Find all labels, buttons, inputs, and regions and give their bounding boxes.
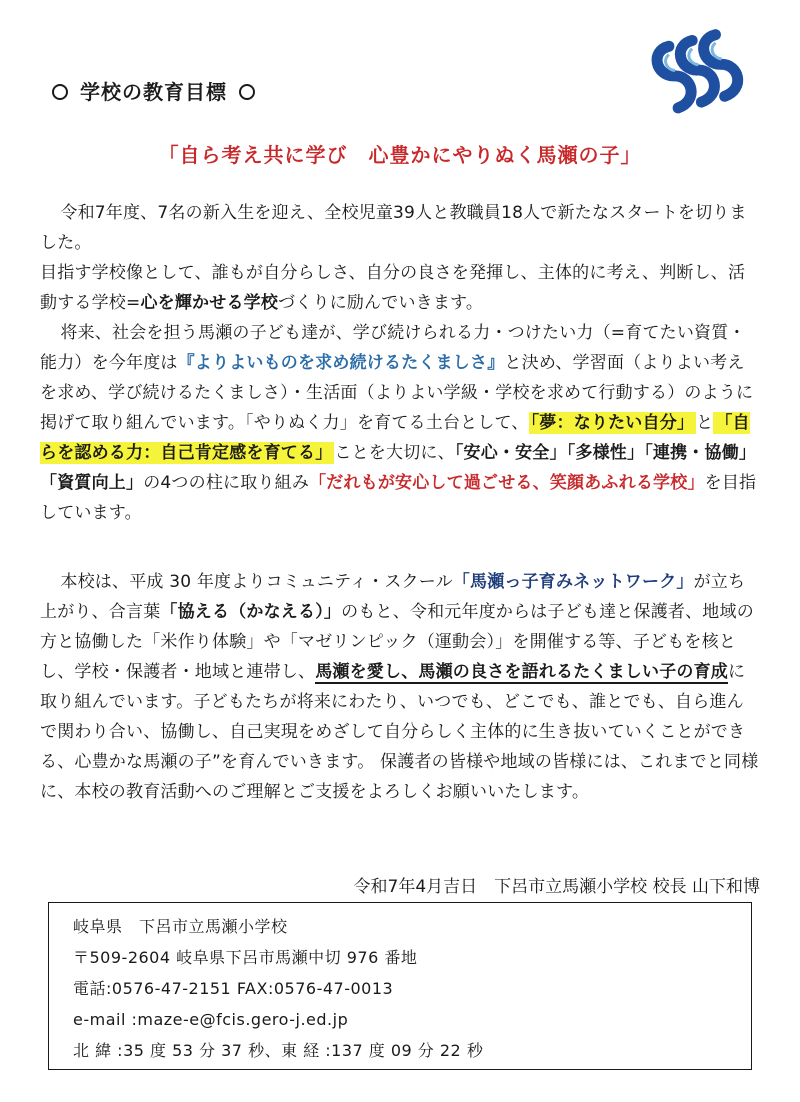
intro-sentence: 令和7年度、7名の新入生を迎え、全校児童39人と教職員18人で新たなスタートを切りました。 bbox=[40, 203, 747, 253]
community-text bbox=[40, 567, 760, 807]
four-pillars: 「安心・安全」「多様性」「連携・協働」「資質向上」 bbox=[40, 443, 757, 493]
circle-icon bbox=[239, 84, 255, 100]
school-email: e-mail :maze-e@fcis.gero-j.ed.jp bbox=[73, 1010, 349, 1029]
section-heading bbox=[40, 76, 267, 105]
heading-title: 学校の教育目標 bbox=[80, 80, 227, 104]
goals-text-5: を目指しています。 bbox=[40, 473, 757, 523]
school-aim: 「だれもが安心して過ごせる、笑顔あふれる学校」 bbox=[309, 473, 705, 493]
school-name: 岐阜県 下呂市立馬瀬小学校 bbox=[73, 917, 288, 936]
school-logo-icon bbox=[648, 22, 748, 122]
conjunction: と bbox=[696, 413, 714, 433]
community-paragraph bbox=[40, 567, 760, 807]
goal-emphasis: 『よりよいものを求め続けるたくましさ』 bbox=[177, 353, 505, 373]
goals-text-2: と決め、学習面（よりよい考えを求め、学び続けるたくましさ）・生活面（よりよい学級・学校を求めて行動する）のように掲げて取り組んでいます。「やりぬく力」を育てる土台として、 bbox=[40, 353, 754, 433]
vision-emphasis: 心を輝かせる学校 bbox=[140, 293, 279, 313]
community-text-2: が立ち上がり、合言葉 bbox=[40, 572, 746, 622]
motto-word: 「協える（かなえる）」 bbox=[160, 602, 342, 622]
closing-signature: 令和7年4月吉日 下呂市立馬瀬小学校 校長 山下和博 bbox=[353, 877, 760, 897]
network-name: 「馬瀬っ子育みネットワーク」 bbox=[452, 572, 694, 592]
school-address: 〒509-2604 岐阜県下呂市馬瀬中切 976 番地 bbox=[73, 948, 418, 967]
circle-icon bbox=[52, 84, 68, 100]
vision-text-end: づくりに励んでいきます。 bbox=[278, 293, 484, 313]
community-text-1: 本校は、平成 30 年度よりコミュニティ・スクール bbox=[60, 572, 453, 592]
school-coordinates: 北 緯 :35 度 53 分 37 秒、東 経 :137 度 09 分 22 秒 bbox=[73, 1041, 484, 1060]
school-info-box bbox=[48, 902, 752, 1070]
community-text-4: に取り組んでいます。子どもたちが将来にわたり、いつでも、どこでも、誰とでも、自ら進んで関わり合い、協働し、自己実現をめざして自分らしく主体的に生き抜いていくことができる、心豊かな馬瀬の子”を育んでいきます。 保護者の皆様や地域の皆様には、これまでと同様に、本校の教育活動へのご理解とご支援をよろしくお願いいたします。 bbox=[40, 662, 759, 802]
underlined-goal: 馬瀬を愛し、馬瀬の良さを語れるたくましい子の育成 bbox=[315, 662, 729, 682]
goals-text-3: ことを大切に、 bbox=[334, 443, 455, 463]
goals-text-4: の4つの柱に取り組み bbox=[143, 473, 310, 493]
school-vision bbox=[40, 258, 760, 318]
goals-text: 将来、社会を担う馬瀬の子ども達が、学び続けられる力・つけたい力（=育てたい資質・能力）を今年度は bbox=[40, 323, 746, 373]
highlight-dream: 「夢：なりたい自分」 bbox=[530, 413, 695, 433]
school-motto: 「自ら考え共に学び 心豊かにやりぬく馬瀬の子」 bbox=[158, 143, 642, 167]
vision-text: 目指す学校像として、誰もが自分らしさ、自分の良さを発揮し、主体的に考え、判断し、活動する学校= bbox=[40, 263, 746, 313]
goals-paragraph bbox=[40, 318, 760, 528]
intro-paragraph bbox=[40, 198, 760, 528]
school-phone: 電話:0576-47-2151 FAX:0576-47-0013 bbox=[73, 979, 394, 998]
highlight-self-esteem: 「自らを認める力：自己肯定感を育てる」 bbox=[40, 413, 750, 463]
community-text-3: のもと、令和元年度からは子ども達と保護者、地域の方と協働した「米作り体験」や「マゼリンピック（運動会）」を開催する等、子どもを核とし、学校・保護者・地域と連帯し、 bbox=[40, 602, 754, 682]
